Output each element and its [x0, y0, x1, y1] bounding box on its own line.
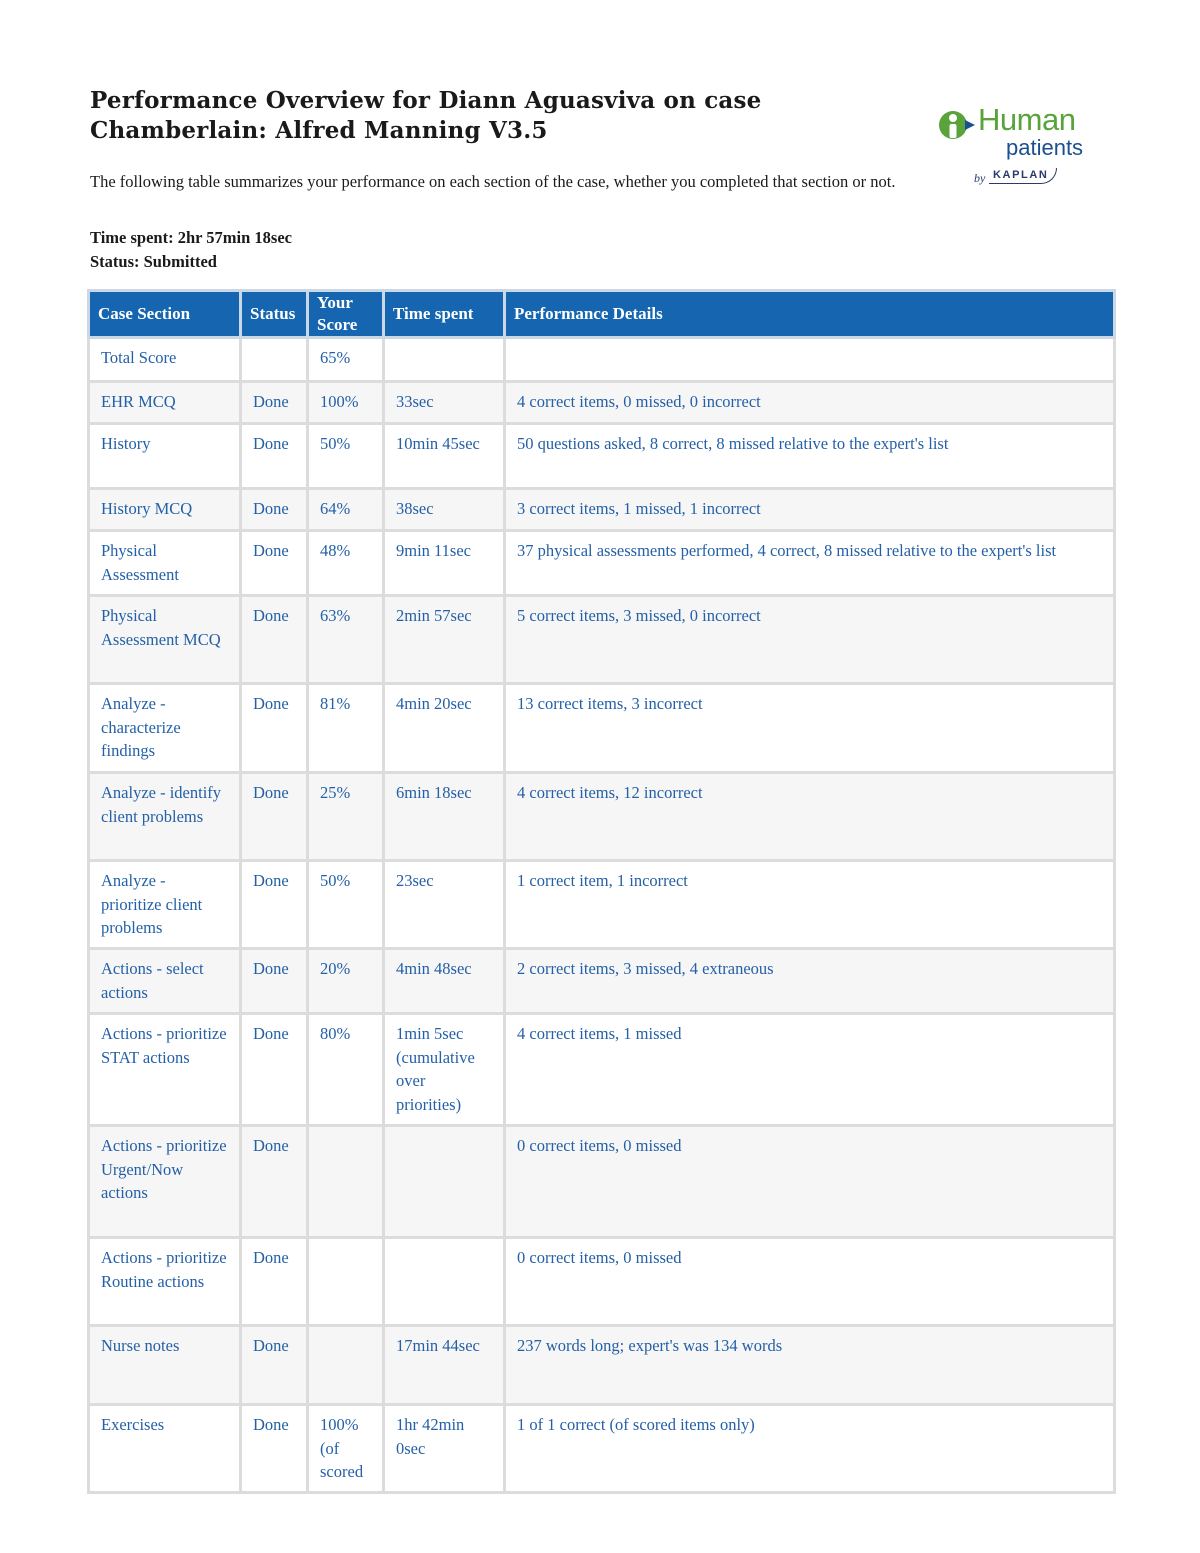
status-text: Status: Submitted	[90, 252, 217, 271]
cell-details: 3 correct items, 1 missed, 1 incorrect	[505, 489, 1115, 531]
cell-status: Done	[241, 1405, 308, 1493]
col-header-status: Status	[241, 291, 308, 338]
cell-case-section: EHR MCQ	[89, 382, 241, 424]
cell-status: Done	[241, 382, 308, 424]
cell-status: Done	[241, 1014, 308, 1126]
cell-score	[308, 1326, 384, 1405]
cell-status: Done	[241, 531, 308, 596]
table-row	[89, 1405, 1115, 1493]
cell-time-spent	[384, 338, 505, 382]
col-header-case-section: Case Section	[89, 291, 241, 338]
table-row	[89, 773, 1115, 861]
cell-status: Done	[241, 684, 308, 773]
cell-details: 4 correct items, 1 missed	[505, 1014, 1115, 1126]
cell-time-spent: 33sec	[384, 382, 505, 424]
col-header-your-score: Your Score	[308, 291, 384, 338]
cell-case-section: Analyze - characterize findings	[89, 684, 241, 773]
table-row	[89, 1014, 1115, 1126]
table-row	[89, 596, 1115, 684]
cell-time-spent: 1hr 42min 0sec	[384, 1405, 505, 1493]
performance-table	[87, 289, 1116, 1494]
cell-details: 0 correct items, 0 missed	[505, 1238, 1115, 1326]
ihuman-patients-logo	[934, 102, 1124, 198]
cell-score: 100% (of scored	[308, 1405, 384, 1493]
cell-status: Done	[241, 1326, 308, 1405]
cell-case-section: Actions - prioritize Urgent/Now actions	[89, 1126, 241, 1238]
cell-case-section: Actions - select actions	[89, 949, 241, 1014]
table-row	[89, 382, 1115, 424]
cell-details: 1 correct item, 1 incorrect	[505, 861, 1115, 949]
col-header-performance-details: Performance Details	[505, 291, 1115, 338]
cell-score	[308, 1126, 384, 1238]
cell-status: Done	[241, 489, 308, 531]
cell-time-spent: 17min 44sec	[384, 1326, 505, 1405]
cell-score: 25%	[308, 773, 384, 861]
table-row	[89, 424, 1115, 489]
cell-details	[505, 338, 1115, 382]
cell-status: Done	[241, 424, 308, 489]
cell-time-spent: 23sec	[384, 861, 505, 949]
page-title: Performance Overview for Diann Aguasviva on case Chamberlain: Alfred Manning V3.5	[90, 87, 762, 144]
cell-details: 237 words long; expert's was 134 words	[505, 1326, 1115, 1405]
cell-score: 20%	[308, 949, 384, 1014]
cell-case-section: Exercises	[89, 1405, 241, 1493]
cell-status: Done	[241, 596, 308, 684]
cell-case-section: Nurse notes	[89, 1326, 241, 1405]
cell-score: 81%	[308, 684, 384, 773]
table-body	[89, 338, 1115, 1493]
cell-time-spent: 10min 45sec	[384, 424, 505, 489]
cell-status	[241, 338, 308, 382]
cell-time-spent	[384, 1238, 505, 1326]
cell-score: 100%	[308, 382, 384, 424]
cell-details: 4 correct items, 0 missed, 0 incorrect	[505, 382, 1115, 424]
logo-patients-text: patients	[1006, 135, 1084, 160]
table-header-row	[89, 291, 1115, 338]
table-row	[89, 531, 1115, 596]
cell-details: 1 of 1 correct (of scored items only)	[505, 1405, 1115, 1493]
cell-time-spent: 4min 48sec	[384, 949, 505, 1014]
intro-text: The following table summarizes your performance on each section of the case, whether you completed that section or not.	[90, 172, 896, 191]
table-row	[89, 949, 1115, 1014]
cell-score: 64%	[308, 489, 384, 531]
cell-time-spent: 4min 20sec	[384, 684, 505, 773]
time-spent: Time spent: 2hr 57min 18sec	[90, 228, 292, 247]
cell-details: 0 correct items, 0 missed	[505, 1126, 1115, 1238]
cell-score: 50%	[308, 424, 384, 489]
cell-case-section: Physical Assessment	[89, 531, 241, 596]
cell-case-section: History	[89, 424, 241, 489]
table-row	[89, 338, 1115, 382]
cell-score: 63%	[308, 596, 384, 684]
cell-status: Done	[241, 773, 308, 861]
ihuman-mark-icon	[938, 108, 978, 148]
cell-score: 50%	[308, 861, 384, 949]
logo-human-text: Human	[978, 102, 1076, 137]
cell-time-spent: 2min 57sec	[384, 596, 505, 684]
cell-case-section: Physical Assessment MCQ	[89, 596, 241, 684]
cell-case-section: Analyze - prioritize client problems	[89, 861, 241, 949]
cell-time-spent: 6min 18sec	[384, 773, 505, 861]
cell-case-section: Actions - prioritize Routine actions	[89, 1238, 241, 1326]
table-row	[89, 1326, 1115, 1405]
summary-meta	[90, 226, 292, 274]
cell-details: 50 questions asked, 8 correct, 8 missed relative to the expert's list	[505, 424, 1115, 489]
table-row	[89, 684, 1115, 773]
cell-status: Done	[241, 861, 308, 949]
table-row	[89, 1238, 1115, 1326]
logo-kaplan-text: KAPLAN	[989, 168, 1057, 184]
cell-status: Done	[241, 949, 308, 1014]
cell-details: 4 correct items, 12 incorrect	[505, 773, 1115, 861]
cell-case-section: Total Score	[89, 338, 241, 382]
cell-status: Done	[241, 1238, 308, 1326]
cell-case-section: History MCQ	[89, 489, 241, 531]
cell-details: 2 correct items, 3 missed, 4 extraneous	[505, 949, 1115, 1014]
table-row	[89, 1126, 1115, 1238]
cell-details: 13 correct items, 3 incorrect	[505, 684, 1115, 773]
cell-status: Done	[241, 1126, 308, 1238]
cell-score	[308, 1238, 384, 1326]
cell-time-spent: 38sec	[384, 489, 505, 531]
cell-case-section: Actions - prioritize STAT actions	[89, 1014, 241, 1126]
cell-time-spent: 1min 5sec (cumulative over priorities)	[384, 1014, 505, 1126]
cell-score: 48%	[308, 531, 384, 596]
table-row	[89, 489, 1115, 531]
cell-details: 5 correct items, 3 missed, 0 incorrect	[505, 596, 1115, 684]
cell-time-spent: 9min 11sec	[384, 531, 505, 596]
cell-details: 37 physical assessments performed, 4 correct, 8 missed relative to the expert's list	[505, 531, 1115, 596]
cell-score: 80%	[308, 1014, 384, 1126]
table-row	[89, 861, 1115, 949]
cell-time-spent	[384, 1126, 505, 1238]
cell-score: 65%	[308, 338, 384, 382]
col-header-time-spent: Time spent	[384, 291, 505, 338]
cell-case-section: Analyze - identify client problems	[89, 773, 241, 861]
logo-by-text: by	[974, 171, 986, 185]
